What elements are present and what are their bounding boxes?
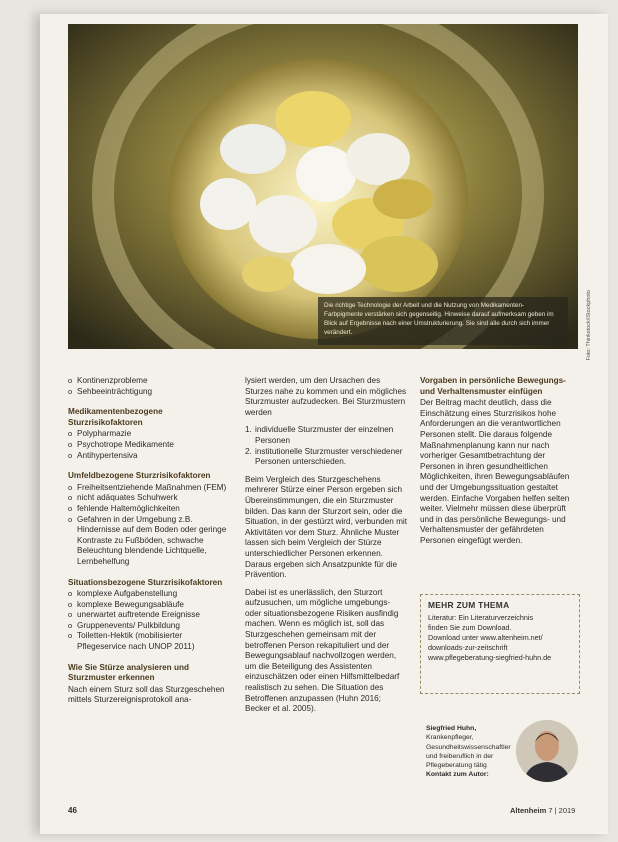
section-heading: Wie Sie Stürze analysieren und Sturzmuster erkennen [68,662,189,683]
list-item: o Gefahren in der Umgebung z.B. Hindernisse auf dem Boden oder geringe Kontraste zu Fußböden, schwache Beleuchtung blendende Lichtquelle, Lernbehelfung [68,515,228,568]
list-item: o komplexe Aufgabenstellung [68,589,228,600]
list-item: o Gruppenevents/ Pulkbildung [68,621,228,632]
page-number: 46 [68,806,77,815]
list-item: o Freiheitsentziehende Maßnahmen (FEM) [68,483,228,494]
list-number: 1. [245,425,252,435]
author-name: Siegfried Huhn, [426,725,477,732]
list-item: o Toiletten-Hektik (mobilisierter Pflegeservice nach UNOP 2011) [68,631,228,652]
author-avatar [516,720,578,782]
risk-list [68,429,228,461]
list-item: o fehlende Haltemöglichkeiten [68,504,228,515]
box-line: Literatur: Ein Literaturverzeichnis [428,613,534,622]
photo-caption: Die richtige Technologie der Arbeit und die Nutzung von Medikamenten-Farbpigmente verstärken sich gegenseitig. Hinweise darauf aufmerksam geben im Blick auf Ergebnisse nach einer Umstrukturierung. Sie sind alle durch sich immer verändert. [318,297,568,345]
body-paragraph: Beim Vergleich des Sturzgeschehens mehrerer Stürze einer Person ergeben sich Übereinstimmungen, die ein Sturzmuster bilden. Das kann der Sturzort sein, oder die Situation, in der gestürzt wird, verbunden mit Aktivitäten vor dem Sturz. Ähnliche Muster lassen sich beim Vergleich der Stürze unterschiedlicher Personen erkennen. Daraus ergeben sich Ansatzpunkte für die Prävention. [245,474,408,580]
list-item: o Sehbeeinträchtigung [68,387,228,398]
list-item: o Psychotrope Medikamente [68,440,228,451]
list-item [245,447,407,468]
section-heading: Medikamentenbezogene Sturzrisikofaktoren [68,407,163,427]
list-text: individuelle Sturzmuster der einzelnen Personen [255,425,394,445]
list-item: o Kontinenzprobleme [68,376,228,387]
journal-name: Altenheim [510,806,547,815]
list-item: o Polypharmazie [68,429,228,440]
column-1 [68,376,228,713]
box-line: Download unter www.altenheim.net/ [428,633,543,642]
journal-footer [510,806,575,815]
risk-list [68,589,228,653]
author-bio: Krankenpfleger, Gesundheitswissenschaftler und freiberuflich in der Pflegeberatung tätig [426,734,511,770]
list-item: o Antihypertensiva [68,451,228,462]
risk-list [68,483,228,568]
list-number: 2. [245,446,252,456]
body-paragraph: Dabei ist es unerlässlich, den Sturzort aufzusuchen, um mögliche umgebungs- oder situationsbezogene Risiken ausfindig machen. Wenn es möglich ist, soll das Sturzgeschehen gemeinsam mit der betroffenen Person rekapituliert und der Bewegungsablauf nachvollzogen werden, um die Beteiligung des Assistenten einzuschätzen oder einen Hilfsmittelbedarf realistisch zu sehen. Die Situation des Betroffenen anzupassen (Huhn 2016; Becker et al. 2005). [245,587,400,714]
risk-list-top [68,376,228,397]
box-line: downloads-zur-zeitschrift [428,643,508,652]
more-info-box [420,594,580,694]
section-heading: Situationsbezogene Sturzrisikofaktoren [68,577,223,587]
body-paragraph: lysiert werden, um den Ursachen des Sturzes nahe zu kommen und ein mögliches Sturzmuster aufzudecken. Bei Sturzmustern werden [245,376,407,417]
author-text [426,724,518,780]
body-paragraph: Der Beitrag macht deutlich, dass die Einschätzung eines Sturzrisikos hohe Anforderungen an die verantwortlichen Personen stellt. Die daraus folgende Maßnahmenplanung kann nur nach vorheriger Gesamtbetrachtung der Personen in ihren gesundheitlichen Möglichkeiten, ihren Bewegungsabläufen und der Umgebungssituation gestaltet werden. Einfache Vorgaben helfen selten weiter. Vielmehr müssen diese überprüft und in das persönliche Bewegungs- und Verhaltensmuster der gefährdeten Personen eingefügt werden. [420,398,570,545]
column-3 [420,376,580,554]
author-contact: Kontakt zum Autor: [426,771,489,779]
list-item [245,425,407,446]
list-item: o komplexe Bewegungsabläufe [68,600,228,611]
body-paragraph: Nach einem Sturz soll das Sturzgeschehen mittels Sturzereignisprotokoll ana- [68,684,225,705]
list-item: o nicht adäquates Schuhwerk [68,493,228,504]
numbered-list [245,425,407,467]
list-item: o unerwartet auftretende Ereignisse [68,610,228,621]
journal-issue: 7 | 2019 [548,806,576,815]
box-line: finden Sie zum Download. [428,623,512,632]
author-box [420,718,580,786]
section-heading: Umfeldbezogene Sturzrisikofaktoren [68,471,211,481]
list-text: institutionelle Sturzmuster verschiedener Personen unterschieden. [255,446,403,467]
section-heading: Vorgaben in persönliche Bewegungs- und Verhaltensmuster einfügen [420,376,566,396]
box-line: www.pflegeberatung-siegfried-huhn.de [428,653,552,662]
column-2 [245,376,407,722]
box-title: MEHR ZUM THEMA [428,600,510,610]
photo-credit: Foto: Thinkstock/iStockphoto [586,290,592,361]
